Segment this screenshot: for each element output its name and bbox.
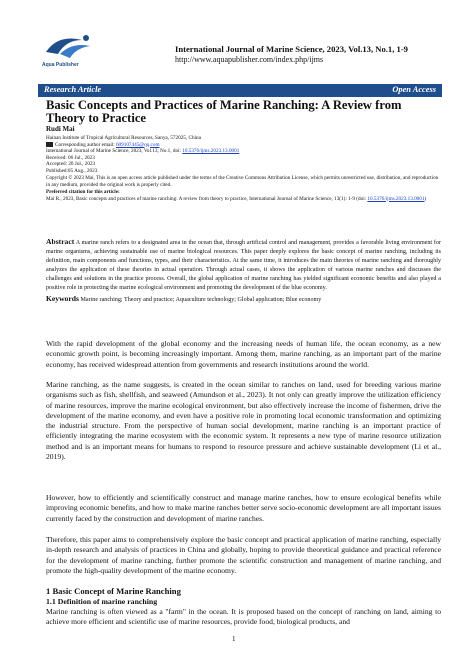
journal-url[interactable]: http://www.aquapublisher.com/index.php/ijms — [175, 55, 324, 64]
logo-text: Aqua Publisher — [42, 62, 79, 68]
copyright-notice: Copyright © 2023 Mai, This is an open access article published under the terms of the Creative Commons Attribution License, which permits unrestricted use, distribution, and reproduction in any medium, provided the original work is properly cited. — [46, 175, 439, 188]
journal-citation: International Journal of Marine Science, 2023, Vol.13, No.1, 1-9 — [175, 44, 408, 54]
accepted-date: Accepted: 20 Jul., 2023 — [46, 161, 96, 167]
citation: Mai R., 2023, Basic concepts and practices of marine ranching: A review from theory to practice, International Journal of Marine Science, 13(1): 1-9 (doi: 10.5376/ijms.2023.13.0001) — [46, 195, 427, 202]
author-name: Rudi Mai — [46, 125, 75, 133]
email-link[interactable]: 609107445@qq.com — [115, 141, 160, 148]
body-paragraph-3: However, how to efficiently and scientifically construct and manage marine ranches, how to ensure ecological benefits while improving economic benefits, and how to make marine ranches better serve socio-economic development are all important issues currently faced by the construction and development of marine ranches. — [46, 493, 441, 523]
doi-link[interactable]: 10.5376/ijms.2023.13.0001 — [182, 148, 240, 154]
doi-line: International Journal of Marine Science, 2023, Vol.13, No.1, doi: 10.5376/ijms.2023.13.0001 — [46, 148, 240, 154]
open-access-label: Open Access — [392, 85, 436, 94]
abstract — [46, 237, 441, 305]
body-paragraph-4: Therefore, this paper aims to comprehensively explore the basic concept and practical application of marine ranching, especially in-depth research and analysis of practices in China and globally, hoping to provide theoretical guidance and practical reference for the development of marine ranching, further promote the scientific construction and management of marine ranching, and promote the high-quality development of the marine economy. — [46, 535, 441, 575]
envelope-icon — [46, 142, 53, 147]
body-paragraph-1: With the rapid development of the global economy and the increasing needs of human life, the ocean economy, as a new economic growth point, is becoming increasingly important. Among them, marine ranching, as an important part of the marine economy, has received widespread attention from governments and research institutions around the world. — [46, 339, 441, 369]
keywords: Keywords Marine ranching; Theory and practice; Aquaculture technology; Global application; Blue economy — [46, 294, 322, 303]
body-paragraph-2: Marine ranching, as the name suggests, is created in the ocean similar to ranches on land, used for breeding various marine organisms such as fish, shellfish, and seaweed (Amundson et al., 2023). It not only can greatly improve the utilization efficiency of marine resources, improve the marine ecological environment, but also effectively increase the income of fishermen, drive the development of the marine economy, and even have a positive role in promoting local economic transformation and optimizing the industrial structure. From the perspective of human social development, marine ranching is an important practice of efficiently integrating the marine ecosystem with the economic system. It represents a new type of marine resource utilization method and is an important means for humans to respond to resource pressure and achieve sustainable development (Li et al., 2019). — [46, 380, 441, 462]
article-metadata — [46, 135, 441, 202]
abstract-label: Abstract — [46, 237, 75, 246]
body-paragraph-5: Marine ranching is often viewed as a "farm" in the ocean. It is proposed based on the concept of ranching on land, aiming to achieve more efficient and scientific use of marine resources, provide food, biological products, and — [46, 607, 441, 627]
page-number: 1 — [232, 635, 236, 643]
citation-heading: Preferred citation for this article: — [46, 189, 120, 195]
citation-doi-link[interactable]: 10.5376/ijms.2023.13.0001 — [367, 195, 425, 202]
abstract-text: A marine ranch refers to a designated area in the ocean that, through artificial control and management, provides a favorable living environment for marine organisms, achieving sustainable use of marine biological resources. This paper deeply explores the basic concept of marine ranching, including its definition, main components and functions, types, and their characteristics. At the same time, it introduces the main theories of marine ranching and thoroughly analyzes the application of these theories in actual operation. Through actual cases, it shows the application of various marine ranches and discusses the challenges and solutions in the practice process. Overall, the global application of marine ranching has yielded significant economic benefits and also played a positive role in protecting the marine ecological environment and promoting the development of the blue economy. — [46, 240, 442, 291]
affiliation: Hainan Institute of Tropical Agricultural Resources, Sanya, 572025, China — [46, 135, 201, 141]
subsection-heading-1-1: 1.1 Definition of marine ranching — [46, 597, 158, 606]
research-article-label: Research Article — [44, 85, 102, 94]
published-date: Published:05 Aug., 2023 — [46, 167, 98, 174]
section-heading-1: 1 Basic Concept of Marine Ranching — [46, 586, 181, 596]
received-date: Received: 06 Jul., 2023 — [46, 154, 95, 161]
corresponding-author: Corresponding author email: 609107445@qq.com — [46, 142, 441, 149]
article-title: Basic Concepts and Practices of Marine Ranching: A Review from Theory to Practice — [46, 98, 402, 125]
article-type-banner — [38, 84, 442, 97]
